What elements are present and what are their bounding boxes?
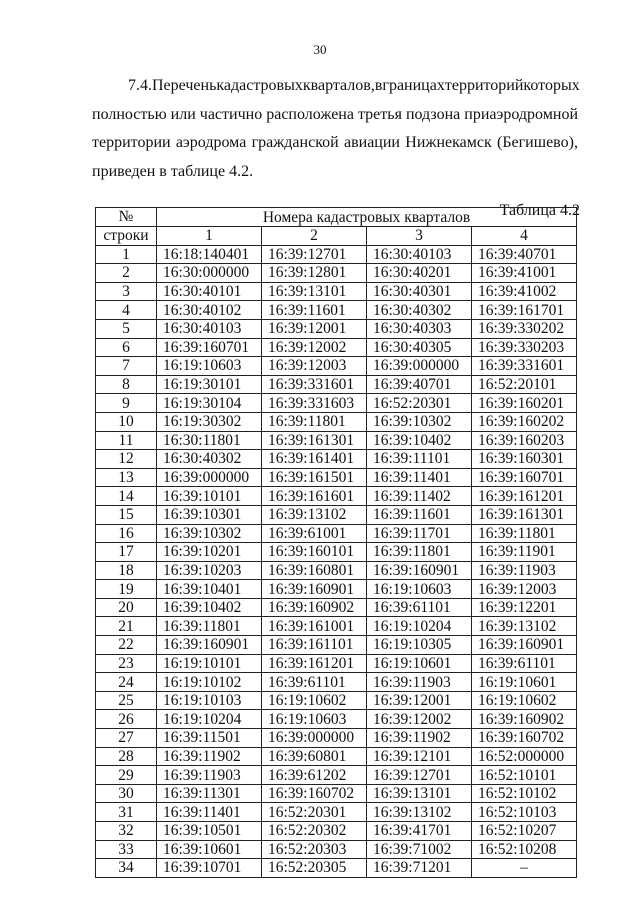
row-number-cell: 15	[96, 505, 157, 524]
cadastral-quarter-cell: 16:39:330203	[472, 338, 577, 357]
table-row	[96, 375, 577, 394]
paragraph-word: в	[374, 77, 383, 94]
row-number-cell: 16	[96, 524, 157, 543]
table-row	[96, 338, 577, 357]
cadastral-quarter-cell: 16:39:13101	[367, 784, 472, 803]
cadastral-quarter-cell: 16:39:10701	[157, 859, 262, 878]
row-number-cell: 3	[96, 282, 157, 301]
paragraph-word: подзона	[405, 105, 461, 123]
cadastral-quarter-cell: –	[472, 859, 577, 878]
cadastral-quarter-cell: 16:39:10302	[157, 524, 262, 543]
cadastral-quarter-cell: 16:39:13102	[262, 505, 367, 524]
row-number-cell: 9	[96, 394, 157, 413]
cadastral-quarter-cell: 16:39:160901	[367, 561, 472, 580]
cadastral-quarter-cell: 16:39:11801	[262, 412, 367, 431]
cadastral-quarter-cell: 16:19:30104	[157, 394, 262, 413]
table-row	[96, 617, 577, 636]
cadastral-quarter-cell: 16:19:10603	[367, 580, 472, 599]
table-caption: Таблица 4.2	[499, 202, 580, 219]
table-row	[96, 729, 577, 748]
table-row	[96, 840, 577, 859]
paragraph-word: гражданской	[251, 134, 339, 151]
cadastral-quarter-cell: 16:18:140401	[157, 245, 262, 264]
cadastral-quarter-cell: 16:19:10601	[367, 654, 472, 673]
cadastral-quarter-cell: 16:39:160202	[472, 412, 577, 431]
cadastral-quarter-cell: 16:39:10402	[157, 598, 262, 617]
cadastral-quarter-cell: 16:52:10102	[472, 784, 577, 803]
cadastral-quarter-cell: 16:39:11902	[367, 729, 472, 748]
cadastral-quarter-cell: 16:30:40101	[157, 282, 262, 301]
cadastral-quarter-cell: 16:52:10103	[472, 803, 577, 822]
cadastral-quarter-cell: 16:39:61101	[472, 654, 577, 673]
paragraph-word: кадастровых	[216, 77, 303, 94]
header-row-word: строки	[96, 227, 157, 246]
cadastral-quarter-cell: 16:39:40701	[367, 375, 472, 394]
row-number-cell: 31	[96, 803, 157, 822]
cadastral-quarter-cell: 16:30:40301	[367, 282, 472, 301]
cadastral-quarters-table	[95, 207, 577, 878]
table-row	[96, 803, 577, 822]
cadastral-quarter-cell: 16:19:10103	[157, 691, 262, 710]
row-number-cell: 5	[96, 319, 157, 338]
row-number-cell: 1	[96, 245, 157, 264]
cadastral-quarter-cell: 16:39:12003	[472, 580, 577, 599]
cadastral-quarter-cell: 16:39:11801	[157, 617, 262, 636]
row-number-cell: 21	[96, 617, 157, 636]
cadastral-quarter-cell: 16:39:10301	[157, 505, 262, 524]
paragraph-word: или	[170, 105, 196, 123]
cadastral-quarter-cell: 16:39:13102	[472, 617, 577, 636]
table-row	[96, 691, 577, 710]
row-number-cell: 33	[96, 840, 157, 859]
row-number-cell: 26	[96, 710, 157, 729]
cadastral-quarter-cell: 16:52:20303	[262, 840, 367, 859]
cadastral-quarter-cell: 16:30:40103	[157, 319, 262, 338]
row-number-cell: 32	[96, 822, 157, 841]
cadastral-quarter-cell: 16:52:20301	[262, 803, 367, 822]
table-row	[96, 784, 577, 803]
cadastral-quarter-cell: 16:39:11301	[157, 784, 262, 803]
cadastral-quarter-cell: 16:39:11501	[157, 729, 262, 748]
cadastral-quarter-cell: 16:39:160301	[472, 450, 577, 469]
paragraph-word: авиации	[343, 134, 400, 151]
paragraph-word: 7.4.	[128, 77, 152, 94]
cadastral-quarter-cell: 16:39:331601	[262, 375, 367, 394]
header-column-1: 1	[157, 227, 262, 246]
cadastral-quarter-cell: 16:30:40303	[367, 319, 472, 338]
table-row	[96, 431, 577, 450]
cadastral-quarter-cell: 16:39:13102	[367, 803, 472, 822]
table-row	[96, 747, 577, 766]
cadastral-quarter-cell: 16:39:40701	[472, 245, 577, 264]
row-number-cell: 25	[96, 691, 157, 710]
table-row	[96, 766, 577, 785]
header-group-label: Номера кадастровых кварталов	[157, 208, 577, 227]
cadastral-quarter-cell: 16:19:30101	[157, 375, 262, 394]
table-body	[96, 245, 577, 877]
paragraph-word: приаэродромной	[464, 105, 578, 123]
cadastral-quarter-cell: 16:30:40102	[157, 301, 262, 320]
header-row-number-label	[96, 208, 157, 227]
row-number-cell: 34	[96, 859, 157, 878]
cadastral-quarter-cell: 16:39:160101	[262, 543, 367, 562]
cadastral-quarter-cell: 16:30:11801	[157, 431, 262, 450]
paragraph-word: аэродрома	[175, 134, 247, 151]
cadastral-quarter-cell: 16:39:161201	[262, 654, 367, 673]
cadastral-quarter-cell: 16:39:161601	[262, 487, 367, 506]
paragraph-word: частично	[199, 105, 263, 123]
cadastral-quarter-cell: 16:19:10603	[262, 710, 367, 729]
cadastral-quarter-cell: 16:39:41001	[472, 264, 577, 283]
cadastral-quarter-cell: 16:39:161001	[262, 617, 367, 636]
cadastral-quarter-cell: 16:39:11401	[157, 803, 262, 822]
cadastral-quarter-cell: 16:39:10101	[157, 487, 262, 506]
page-number: 30	[313, 42, 327, 57]
paragraph-word: кварталов,	[302, 77, 375, 94]
cadastral-quarter-cell: 16:39:11902	[157, 747, 262, 766]
table-row	[96, 654, 577, 673]
cadastral-quarter-cell: 16:39:160901	[157, 636, 262, 655]
header-column-3: 3	[367, 227, 472, 246]
cadastral-quarter-cell: 16:19:10602	[262, 691, 367, 710]
cadastral-quarter-cell: 16:19:10601	[472, 673, 577, 692]
cadastral-quarter-cell: 16:39:11402	[367, 487, 472, 506]
table-row	[96, 543, 577, 562]
table-row	[96, 859, 577, 878]
cadastral-quarter-cell: 16:30:40302	[157, 450, 262, 469]
cadastral-quarter-cell: 16:39:12001	[367, 691, 472, 710]
cadastral-quarter-cell: 16:39:160701	[157, 338, 262, 357]
cadastral-quarter-cell: 16:19:10102	[157, 673, 262, 692]
cadastral-quarter-cell: 16:39:160201	[472, 394, 577, 413]
table-row	[96, 580, 577, 599]
cadastral-quarter-cell: 16:39:61202	[262, 766, 367, 785]
row-number-cell: 6	[96, 338, 157, 357]
table-row	[96, 412, 577, 431]
table-row	[96, 319, 577, 338]
paragraph-word: Перечень	[152, 77, 217, 94]
table-row	[96, 710, 577, 729]
cadastral-quarter-cell: 16:39:41701	[367, 822, 472, 841]
cadastral-quarter-cell: 16:19:10101	[157, 654, 262, 673]
cadastral-quarter-cell: 16:39:60801	[262, 747, 367, 766]
cadastral-quarter-cell: 16:39:13101	[262, 282, 367, 301]
cadastral-quarter-cell: 16:39:71201	[367, 859, 472, 878]
row-number-cell: 28	[96, 747, 157, 766]
paragraph-word: территории	[92, 134, 171, 151]
row-number-cell: 30	[96, 784, 157, 803]
cadastral-quarter-cell: 16:39:11801	[472, 524, 577, 543]
table-row	[96, 282, 577, 301]
cadastral-quarter-cell: 16:39:12001	[262, 319, 367, 338]
cadastral-quarter-cell: 16:39:161701	[472, 301, 577, 320]
paragraph-word: полностью	[92, 105, 167, 123]
cadastral-quarter-cell: 16:39:160901	[262, 580, 367, 599]
row-number-cell: 24	[96, 673, 157, 692]
cadastral-quarter-cell: 16:30:40305	[367, 338, 472, 357]
cadastral-quarter-cell: 16:39:41002	[472, 282, 577, 301]
table-row	[96, 357, 577, 376]
cadastral-quarter-cell: 16:52:10208	[472, 840, 577, 859]
cadastral-quarter-cell: 16:39:12801	[262, 264, 367, 283]
cadastral-quarter-cell: 16:39:61001	[262, 524, 367, 543]
paragraph-word: территорий	[444, 77, 524, 94]
cadastral-quarter-cell: 16:39:11101	[367, 450, 472, 469]
cadastral-quarter-cell: 16:39:160203	[472, 431, 577, 450]
table-row	[96, 598, 577, 617]
table-row	[96, 450, 577, 469]
row-number-cell: 17	[96, 543, 157, 562]
cadastral-quarter-cell: 16:39:161301	[472, 505, 577, 524]
cadastral-quarter-cell: 16:39:161201	[472, 487, 577, 506]
row-number-cell: 13	[96, 468, 157, 487]
cadastral-quarter-cell: 16:39:10203	[157, 561, 262, 580]
header-number-sign: №	[118, 208, 134, 225]
cadastral-quarter-cell: 16:30:000000	[157, 264, 262, 283]
cadastral-quarter-cell: 16:39:10302	[367, 412, 472, 431]
row-number-cell: 20	[96, 598, 157, 617]
cadastral-quarter-cell: 16:39:12101	[367, 747, 472, 766]
paragraph-line	[92, 129, 578, 158]
table-row	[96, 673, 577, 692]
paragraph-word: (Бегишево),	[497, 134, 578, 151]
cadastral-quarter-cell: 16:30:40302	[367, 301, 472, 320]
row-number-cell: 27	[96, 729, 157, 748]
cadastral-quarter-cell: 16:39:11903	[367, 673, 472, 692]
cadastral-quarter-cell: 16:39:160702	[262, 784, 367, 803]
paragraph-line	[92, 101, 578, 130]
cadastral-quarter-cell: 16:39:61101	[262, 673, 367, 692]
cadastral-quarter-cell: 16:39:12701	[262, 245, 367, 264]
cadastral-quarter-cell: 16:52:20305	[262, 859, 367, 878]
cadastral-quarter-cell: 16:39:12201	[472, 598, 577, 617]
cadastral-quarter-cell: 16:39:160902	[262, 598, 367, 617]
header-column-4: 4	[472, 227, 577, 246]
table-row	[96, 394, 577, 413]
cadastral-quarter-cell: 16:39:161301	[262, 431, 367, 450]
cadastral-quarter-cell: 16:39:11801	[367, 543, 472, 562]
cadastral-quarter-cell: 16:39:161501	[262, 468, 367, 487]
cadastral-quarter-cell: 16:39:12002	[367, 710, 472, 729]
row-number-cell: 22	[96, 636, 157, 655]
cadastral-quarter-cell: 16:19:10204	[367, 617, 472, 636]
cadastral-quarter-cell: 16:39:000000	[157, 468, 262, 487]
cadastral-quarter-cell: 16:39:11901	[472, 543, 577, 562]
cadastral-quarter-cell: 16:39:000000	[262, 729, 367, 748]
cadastral-quarter-cell: 16:52:20302	[262, 822, 367, 841]
table-row	[96, 822, 577, 841]
row-number-cell: 14	[96, 487, 157, 506]
cadastral-quarter-cell: 16:39:10401	[157, 580, 262, 599]
cadastral-quarter-cell: 16:19:10602	[472, 691, 577, 710]
cadastral-quarter-cell: 16:19:10204	[157, 710, 262, 729]
cadastral-quarter-cell: 16:39:160801	[262, 561, 367, 580]
cadastral-quarter-cell: 16:39:11701	[367, 524, 472, 543]
table-row	[96, 487, 577, 506]
cadastral-quarter-cell: 16:52:20301	[367, 394, 472, 413]
cadastral-quarter-cell: 16:39:11601	[367, 505, 472, 524]
paragraph-word: которых	[523, 77, 580, 94]
paragraph-line	[92, 72, 578, 101]
table-row	[96, 301, 577, 320]
cadastral-quarter-cell: 16:39:10201	[157, 543, 262, 562]
cadastral-quarter-cell: 16:39:161401	[262, 450, 367, 469]
row-number-cell: 18	[96, 561, 157, 580]
row-number-cell: 7	[96, 357, 157, 376]
header-column-2: 2	[262, 227, 367, 246]
cadastral-quarter-cell: 16:39:12003	[262, 357, 367, 376]
paragraph-word: расположена	[266, 105, 354, 123]
row-number-cell: 29	[96, 766, 157, 785]
cadastral-quarter-cell: 16:30:40201	[367, 264, 472, 283]
cadastral-quarter-cell: 16:39:160902	[472, 710, 577, 729]
cadastral-quarter-cell: 16:39:11903	[157, 766, 262, 785]
cadastral-quarter-cell: 16:19:10603	[157, 357, 262, 376]
table-row	[96, 561, 577, 580]
row-number-cell: 4	[96, 301, 157, 320]
table-row	[96, 468, 577, 487]
cadastral-quarter-cell: 16:19:30302	[157, 412, 262, 431]
row-number-cell: 19	[96, 580, 157, 599]
row-number-cell: 23	[96, 654, 157, 673]
row-number-cell: 8	[96, 375, 157, 394]
cadastral-quarter-cell: 16:39:331603	[262, 394, 367, 413]
cadastral-quarter-cell: 16:39:331601	[472, 357, 577, 376]
cadastral-quarter-cell: 16:39:161101	[262, 636, 367, 655]
paragraph-word: третья	[357, 105, 402, 123]
cadastral-quarter-cell: 16:39:11903	[472, 561, 577, 580]
cadastral-quarter-cell: 16:39:10402	[367, 431, 472, 450]
cadastral-quarter-cell: 16:52:10207	[472, 822, 577, 841]
paragraph-word: Нижнекамск	[405, 134, 492, 151]
cadastral-quarter-cell: 16:39:000000	[367, 357, 472, 376]
cadastral-quarter-cell: 16:39:10601	[157, 840, 262, 859]
paragraph-line	[92, 158, 578, 187]
cadastral-quarter-cell: 16:39:160701	[472, 468, 577, 487]
row-number-cell: 2	[96, 264, 157, 283]
cadastral-quarter-cell: 16:39:12701	[367, 766, 472, 785]
table-row	[96, 524, 577, 543]
cadastral-quarter-cell: 16:39:160901	[472, 636, 577, 655]
table-row	[96, 636, 577, 655]
cadastral-quarter-cell: 16:30:40103	[367, 245, 472, 264]
cadastral-quarter-cell: 16:39:160702	[472, 729, 577, 748]
cadastral-quarter-cell: 16:39:330202	[472, 319, 577, 338]
cadastral-quarter-cell: 16:19:10305	[367, 636, 472, 655]
section-paragraph	[92, 72, 578, 186]
row-number-cell: 10	[96, 412, 157, 431]
table-row	[96, 505, 577, 524]
table-row	[96, 264, 577, 283]
row-number-cell: 12	[96, 450, 157, 469]
cadastral-quarter-cell: 16:39:11601	[262, 301, 367, 320]
cadastral-quarter-cell: 16:39:61101	[367, 598, 472, 617]
cadastral-quarter-cell: 16:39:11401	[367, 468, 472, 487]
paragraph-word: приведен в таблице 4.2.	[92, 162, 254, 180]
cadastral-quarter-cell: 16:39:12002	[262, 338, 367, 357]
cadastral-quarter-cell: 16:39:71002	[367, 840, 472, 859]
cadastral-quarter-cell: 16:52:000000	[472, 747, 577, 766]
row-number-cell: 11	[96, 431, 157, 450]
cadastral-quarter-cell: 16:52:20101	[472, 375, 577, 394]
cadastral-quarter-cell: 16:39:10501	[157, 822, 262, 841]
paragraph-word: границах	[382, 77, 445, 94]
table-row	[96, 245, 577, 264]
cadastral-quarter-cell: 16:52:10101	[472, 766, 577, 785]
